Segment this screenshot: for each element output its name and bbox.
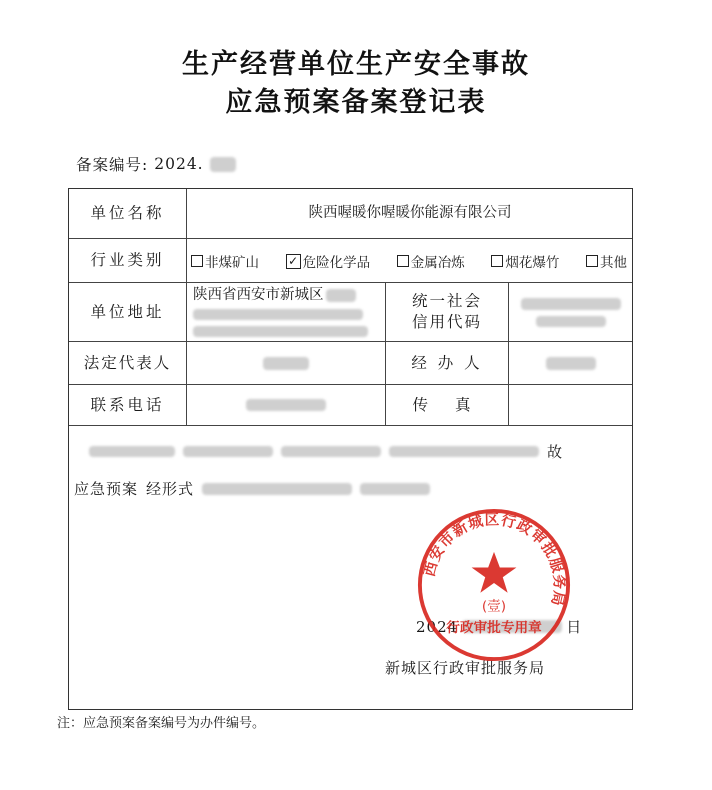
approval-redaction [89,446,175,457]
filing-number [76,153,236,175]
handler-value [509,342,633,384]
industry-options [187,239,633,283]
fax-label: 传 真 [412,395,482,414]
filing-number-label: 备案编号: [76,156,149,174]
approval-date: 2024 日 [416,617,583,636]
approval-line-2-middle: 经形式 [146,480,195,498]
industry-option[interactable]: 非煤矿山 [191,251,259,271]
approval-line-1 [89,441,619,462]
approval-redaction [202,483,352,495]
approval-redaction [281,446,381,457]
seal-bottom-text: 行政审批专用章 [446,619,542,636]
seal-ring-text: 西安市新城区行政审批服务局 [420,511,568,609]
filing-number-value: 2024. [154,155,204,173]
address-label: 单位地址 [90,302,165,321]
form-title-line-1: 生产经营单位生产安全事故 [182,49,530,80]
credit-code-redaction [521,298,621,310]
unit-name-value: 陕西喔暖你喔暖你能源有限公司 [308,204,512,221]
phone-redaction [246,399,326,411]
approval-line-1-end: 故 [547,443,564,461]
address-redaction [326,289,356,302]
approval-redaction [360,483,430,495]
filing-number-redaction [210,157,236,172]
credit-code-label: 统一社会 信用代码 [411,292,482,331]
address-redaction [193,309,363,320]
industry-option[interactable]: 金属冶炼 [397,251,465,271]
form-title-line-2: 应急预案备案登记表 [225,87,487,118]
official-seal [416,507,572,663]
checkbox-checked-icon[interactable]: ✓ [286,254,301,269]
approval-line-2-start: 应急预案 [74,480,139,498]
industry-option[interactable]: 烟花爆竹 [491,251,559,271]
legal-rep-redaction [263,357,309,370]
credit-code-redaction [536,316,606,327]
footnote: 注：应急预案备案编号为办件编号。 [57,716,266,731]
approval-redaction [183,446,273,457]
address-visible-text: 陕西省西安市新城区 [193,287,324,303]
checkbox-unchecked-icon[interactable] [191,255,203,267]
address-redaction [193,326,368,337]
seal-star-icon [472,552,517,593]
unit-name-label: 单位名称 [90,204,165,223]
handler-label: 经 办 人 [411,353,483,372]
checkbox-unchecked-icon[interactable] [586,255,598,267]
legal-rep-value [187,342,385,384]
approval-line-2 [74,478,430,499]
credit-code-value [509,283,633,341]
checkbox-unchecked-icon[interactable] [397,255,409,267]
legal-rep-label: 法定代表人 [83,353,172,372]
issuing-authority: 新城区行政审批服务局 [385,659,546,677]
industry-label: 行业类别 [90,251,165,270]
phone-label: 联系电话 [90,395,165,414]
address-value [187,283,384,341]
handler-redaction [546,357,596,370]
industry-option[interactable]: 其他 [586,251,627,271]
industry-option[interactable]: ✓ 危险化学品 [286,251,371,271]
phone-value [187,385,385,425]
checkbox-unchecked-icon[interactable] [491,255,503,267]
approval-redaction [389,446,539,457]
seal-center-text: (壹) [481,598,507,615]
fax-value [509,385,633,425]
